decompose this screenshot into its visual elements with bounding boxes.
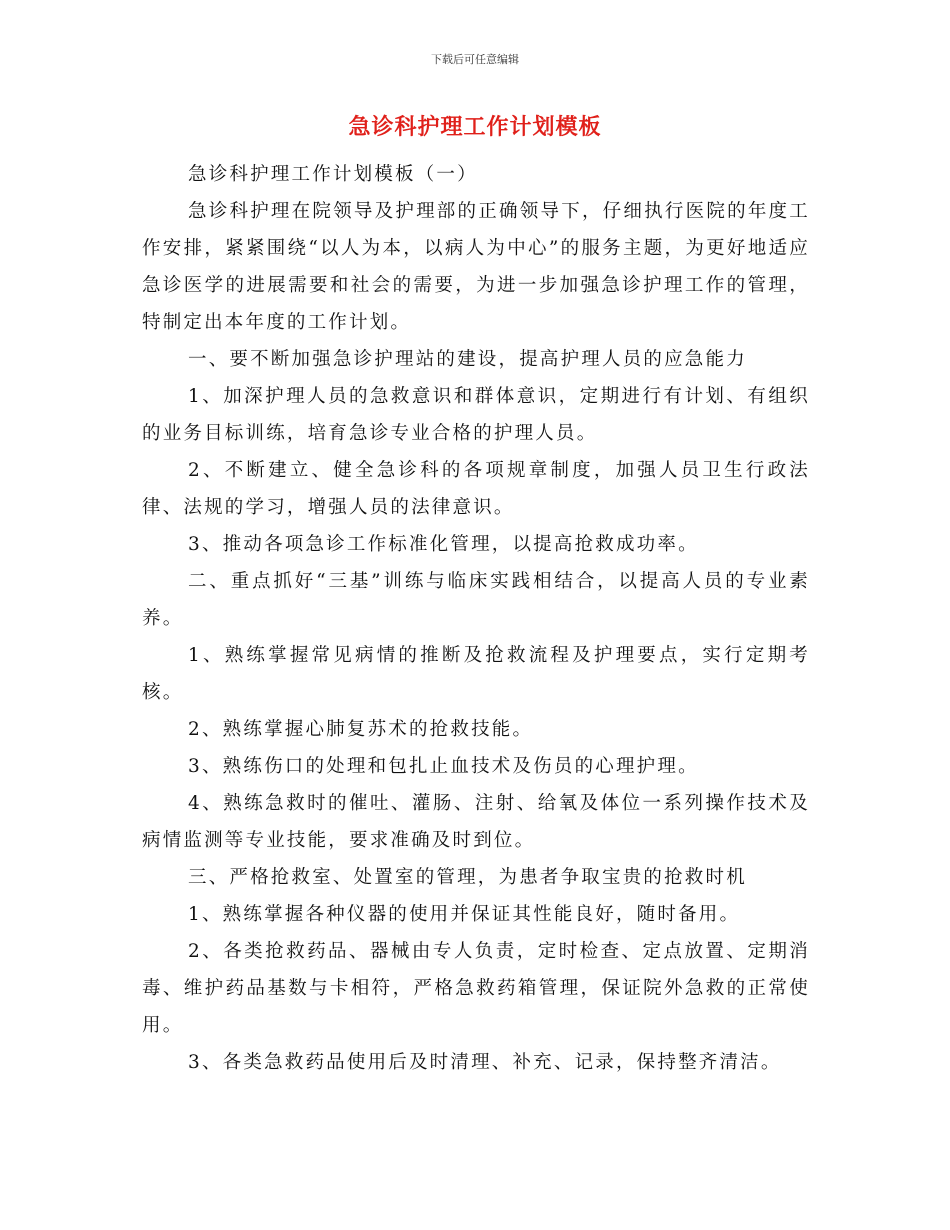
document-body <box>142 156 810 1081</box>
paragraph-item: 1、熟练掌握各种仪器的使用并保证其性能良好，随时备用。 <box>188 904 741 925</box>
paragraph-subtitle: 急诊科护理工作计划模板（一） <box>188 164 478 185</box>
document-title: 急诊科护理工作计划模板 <box>348 115 602 140</box>
paragraph-item: 4、熟练急救时的催吐、灌肠、注射、给氧及体位一系列操作技术及病情监测等专业技能，要求准确及时到位。 <box>142 793 810 851</box>
section-heading-1: 一、要不断加强急诊护理站的建设，提高护理人员的应急能力 <box>188 349 747 370</box>
paragraph-item: 2、各类抢救药品、器械由专人负责，定时检查、定点放置、定期消毒、维护药品基数与卡相符，严格急救药箱管理，保证院外急救的正常使用。 <box>142 941 810 1036</box>
paragraph-item: 1、熟练掌握常见病情的推断及抢救流程及护理要点，实行定期考核。 <box>142 645 810 703</box>
paragraph-item: 3、熟练伤口的处理和包扎止血技术及伤员的心理护理。 <box>188 756 699 777</box>
paragraph-item: 1、加深护理人员的急救意识和群体意识，定期进行有计划、有组织的业务目标训练，培育急诊专业合格的护理人员。 <box>142 386 810 444</box>
header-note: 下载后可任意编辑 <box>431 53 519 66</box>
paragraph-item: 3、各类急救药品使用后及时清理、补充、记录，保持整齐清洁。 <box>188 1052 782 1073</box>
paragraph-item: 2、不断建立、健全急诊科的各项规章制度，加强人员卫生行政法律、法规的学习，增强人员的法律意识。 <box>142 460 810 518</box>
paragraph-intro: 急诊科护理在院领导及护理部的正确领导下，仔细执行医院的年度工作安排，紧紧围绕“以人为本，以病人为中心”的服务主题，为更好地适应急诊医学的进展需要和社会的需要，为进一步加强急诊护理工作的管理，特制定出本年度的工作计划。 <box>142 201 810 333</box>
paragraph-item: 2、熟练掌握心肺复苏术的抢救技能。 <box>188 719 534 740</box>
section-heading-3: 三、严格抢救室、处置室的管理，为患者争取宝贵的抢救时机 <box>188 867 747 888</box>
paragraph-item: 3、推动各项急诊工作标准化管理，以提高抢救成功率。 <box>188 534 699 555</box>
section-heading-2: 二、重点抓好“三基”训练与临床实践相结合，以提高人员的专业素养。 <box>142 571 810 629</box>
